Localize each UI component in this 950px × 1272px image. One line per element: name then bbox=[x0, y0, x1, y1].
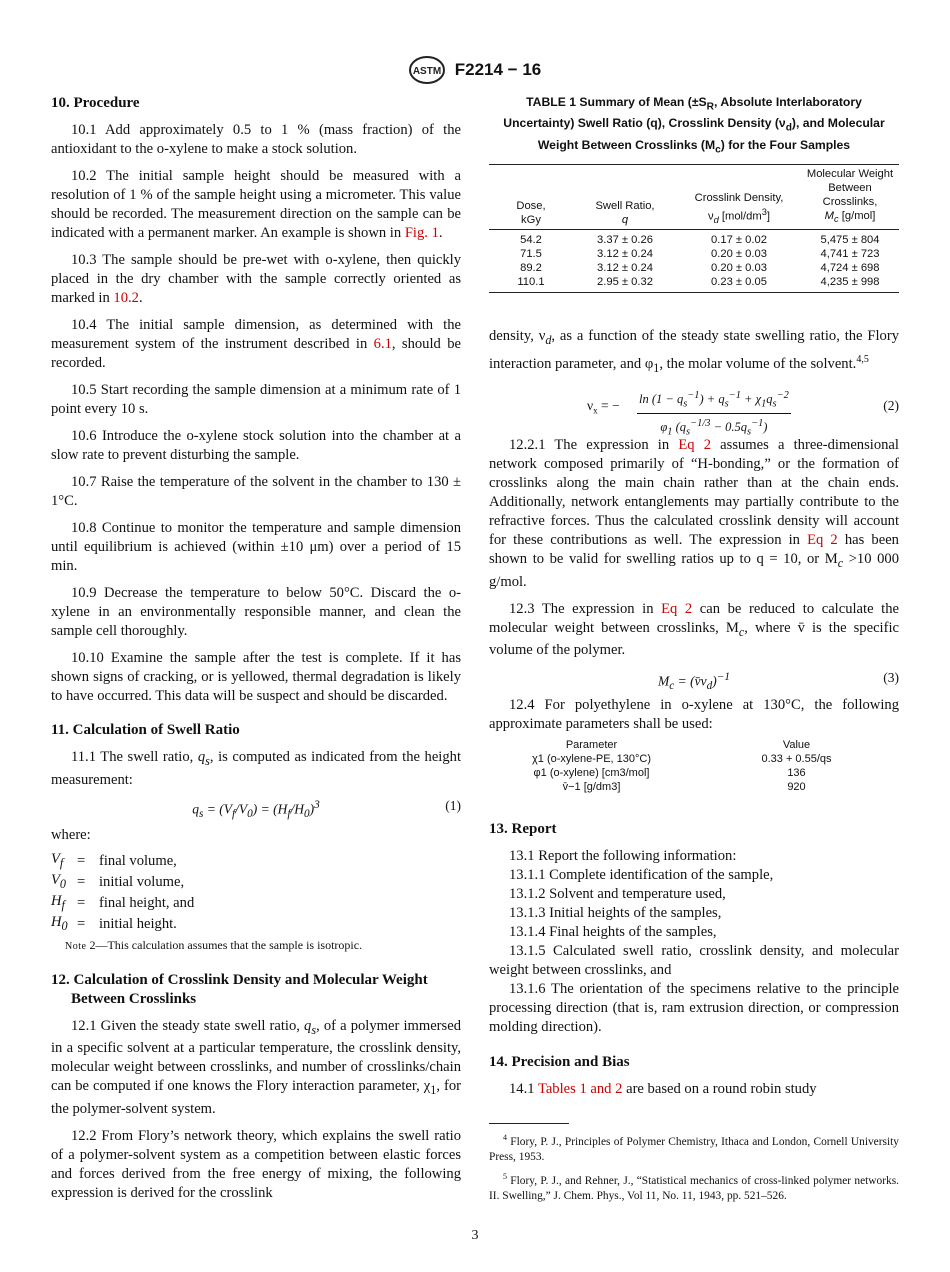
col-density: Crosslink Density, $\nu_d$ $[mol/dm^3]$ bbox=[694, 191, 784, 225]
para-12-2-1: 12.2.1 The expression in Eq 2 assumes a three-dimensional network composed primarily of “H-bonding,” or the formation of crosslinks along the main chain rather than at the chain ends. Additionally, network entanglements may partially contribute to the refractive forces. Thus the calculated crosslink density will account for these contributions as well. The expression in Eq 2 has been shown to be valid for swelling ratios up to q = 10, or $M_c >10$ 000 g/mol. bbox=[489, 436, 900, 590]
where-item: $V_0$ = initial volume, bbox=[51, 871, 185, 891]
where-item: $H_f$ = final height, and bbox=[51, 892, 195, 912]
table-header-row bbox=[489, 165, 899, 229]
tables-link[interactable]: Tables 1 and 2 bbox=[537, 1081, 623, 1098]
para-14-1: 14.1 Tables 1 and 2 are based on a round robin study bbox=[509, 1081, 817, 1098]
section-12-title: 12. Calculation of Crosslink Density and Molecular Weight Between Crosslinks bbox=[51, 971, 428, 1007]
equation-3: $M_c$ = $(v̄\nu_d)^{-1}$ (3) bbox=[658, 670, 899, 693]
where-item: $H_0$ = initial height. bbox=[51, 913, 177, 933]
footnote-5: $^5$ Flory, P. J., and Rehner, J., “Statistical mechanics of cross-linked polymer networks. II. Swelling,” J. Chem. Phys., Vol 11, No. 11, 1943, pp. 521–526. bbox=[489, 1171, 899, 1202]
para-13-1-4: 13.1.4 Final heights of the samples, bbox=[509, 924, 717, 941]
para-12-1: 12.1 Given the steady state swell ratio, $q_s$, of a polymer immersed in a specific solvent at a particular temperature, the crosslink density, molecular weight between crosslinks, and number of crosslinks/chain can be computed if one knows the Flory interaction parameter, $\chi_1$, for the polymer-solvent system. bbox=[51, 1017, 461, 1118]
footnotes bbox=[489, 1123, 899, 1204]
table-1 bbox=[489, 94, 899, 293]
equation-3-number: (3) bbox=[883, 670, 899, 686]
equation-2-number: (2) bbox=[883, 397, 899, 413]
para-10-3: 10.3 The sample should be pre-wet with o-xylene, then quickly placed in the dry chamber with the sample correctly oriented as marked in 10.2. bbox=[51, 252, 461, 306]
note-2: Note 2—This calculation assumes that the sample is isotropic. bbox=[65, 937, 363, 952]
eq-2-link[interactable]: Eq 2 bbox=[678, 436, 711, 453]
section-6-1-link[interactable]: 6.1 bbox=[373, 336, 392, 352]
section-14-title: 14. Precision and Bias bbox=[489, 1054, 630, 1071]
param-row: φ1 (o-xylene) [cm3/mol] 136 bbox=[533, 767, 806, 780]
footnote-4: $^4$ Flory, P. J., Principles of Polymer Chemistry, Ithaca and London, Cornell University Press, 1953. bbox=[489, 1133, 899, 1163]
para-10-9: 10.9 Decrease the temperature to below 50°C. Discard the o-xylene in an environmentally responsible manner, and clean the sample cell thoroughly. bbox=[51, 585, 461, 639]
footnote-rule bbox=[489, 1123, 569, 1124]
para-13-1-1: 13.1.1 Complete identification of the sample, bbox=[509, 867, 774, 884]
para-10-2: 10.2 The initial sample height should be measured with a resolution of 1 % of the sample height using a micrometer. This value should be recorded. The measurement direction on the sample can be indicated with a permanent marker. An example is shown in Fig. 1. bbox=[51, 168, 461, 241]
para-10-10: 10.10 Examine the sample after the test is complete. If it has shown signs of cracking, or is yellowed, thermal degradation is likely to have occurred. This data will be suspect and should be discarded. bbox=[51, 650, 461, 704]
designation: F2214 − 16 bbox=[454, 60, 542, 79]
right-column bbox=[489, 327, 899, 1099]
page-number: 3 bbox=[471, 1228, 479, 1243]
para-10-6: 10.6 Introduce the o-xylene stock solution into the chamber at a slow rate to prevent disturbing the sample. bbox=[51, 428, 461, 463]
equation-1-number: (1) bbox=[445, 797, 461, 813]
param-header: Parameter Value bbox=[565, 739, 811, 752]
param-row: v̄−1 [g/dm3] 920 bbox=[562, 781, 806, 794]
para-13-1-2: 13.1.2 Solvent and temperature used, bbox=[509, 886, 726, 903]
section-13-title: 13. Report bbox=[489, 821, 557, 838]
param-row: χ1 (o-xylene-PE, 130°C) 0.33 + 0.55/qs bbox=[532, 753, 832, 766]
para-13-1-6: 13.1.6 The orientation of the specimens relative to the principle processing direction (that is, ram extrusion direction, or compression molding direction). bbox=[489, 981, 899, 1036]
col-dose: Dose, kGy bbox=[516, 199, 546, 226]
eq-2-link[interactable]: Eq 2 bbox=[661, 600, 693, 617]
para-12-2-cont: density, $\nu_d$, as a function of the steady state swelling ratio, the Flory interaction parameter, and $\varphi_1$, the molar volume of the solvent.$^{4,5}$ bbox=[489, 328, 899, 375]
para-10-8: 10.8 Continue to monitor the temperature and sample dimension until equilibrium is achieved (within ±10 μm) over a period of 15 min. bbox=[51, 520, 461, 574]
section-10-title: 10. Procedure bbox=[51, 95, 140, 111]
para-13-1-5: 13.1.5 Calculated swell ratio, crosslink density, and molecular weight between crosslinks, and bbox=[489, 943, 899, 979]
para-11-1: 11.1 The swell ratio, $q_s$, is computed as indicated from the height measurement: bbox=[51, 749, 461, 788]
table-row: 110.1 2.95 ± 0.32 0.23 ± 0.05 4,235 ± 998 bbox=[517, 275, 880, 288]
para-10-5: 10.5 Start recording the sample dimension at a minimum rate of 1 point every 10 s. bbox=[51, 382, 461, 417]
para-13-1-3: 13.1.3 Initial heights of the samples, bbox=[509, 905, 722, 922]
fig-1-link[interactable]: Fig. 1 bbox=[404, 225, 439, 241]
where-list bbox=[51, 851, 194, 935]
para-12-2: 12.2 From Flory’s network theory, which explains the swell ratio of a polymer-solvent system as a competition between elastic forces and forces derived from the free energy of mixing, the following expression is derived for the crosslink bbox=[51, 1128, 461, 1202]
table-row: 89.2 3.12 ± 0.24 0.20 ± 0.03 4,724 ± 698 bbox=[520, 261, 880, 274]
left-column bbox=[51, 94, 461, 1203]
para-12-3: 12.3 The expression in Eq 2 can be reduced to calculate the molecular weight between crosslinks, $M_c$, where v̄ is the specific volume of the polymer. bbox=[489, 600, 900, 659]
col-molweight: Molecular Weight Between Crosslinks, $M_c$ [g/mol] bbox=[806, 168, 894, 225]
section-11-title: 11. Calculation of Swell Ratio bbox=[51, 722, 240, 738]
where-label: where: bbox=[51, 826, 91, 843]
equation-1: $q_s = (V_f/V_0) = (H_f/H_0)^3$ (1) bbox=[192, 797, 461, 821]
para-12-4: 12.4 For polyethylene in o-xylene at 130°C, the following approximate parameters shall be used: bbox=[489, 697, 899, 733]
table-1-grid bbox=[489, 164, 899, 292]
page-header bbox=[0, 56, 950, 84]
table-row: 71.5 3.12 ± 0.24 0.20 ± 0.03 4,741 ± 723 bbox=[520, 247, 880, 260]
astm-logo-icon bbox=[409, 56, 445, 84]
para-10-1: 10.1 Add approximately 0.5 to 1 % (mass fraction) of the antioxidant to the o-xylene to make a stock solution. bbox=[51, 122, 461, 157]
svg-text:ASTM: ASTM bbox=[412, 66, 441, 77]
section-10-2-link[interactable]: 10.2 bbox=[113, 290, 139, 306]
table-1-caption: TABLE 1 Summary of Mean ($\pm S_R$, Absolute Interlaboratory Uncertainty) Swell Ratio (q), Crosslink Density $(\nu_d)$, and Molecular Weight Between Crosslinks $(M_c)$ for the Four Samples bbox=[503, 95, 885, 156]
parameter-table bbox=[489, 738, 899, 794]
table-row: 54.2 3.37 ± 0.26 0.17 ± 0.02 5,475 ± 804 bbox=[520, 233, 880, 246]
equation-2: $\nu_x$ = − $\ln (1 - q_s^{-1}) + q_s^{-1} + \chi_1q_s^{-2}$ $\varphi_1$ $(q_s^{-1/3} - 0.5q_s^{-1})$ (2) bbox=[489, 386, 899, 426]
para-13-1: 13.1 Report the following information: bbox=[509, 848, 737, 865]
where-item: $V_f$ = final volume, bbox=[51, 850, 177, 870]
para-10-4: 10.4 The initial sample dimension, as determined with the measurement system of the instrument described in 6.1, should be recorded. bbox=[51, 317, 461, 371]
para-10-7: 10.7 Raise the temperature of the solvent in the chamber to 130 ± 1°C. bbox=[51, 474, 461, 509]
col-swell: Swell Ratio, q bbox=[595, 199, 655, 226]
eq-2-link[interactable]: Eq 2 bbox=[807, 531, 838, 548]
